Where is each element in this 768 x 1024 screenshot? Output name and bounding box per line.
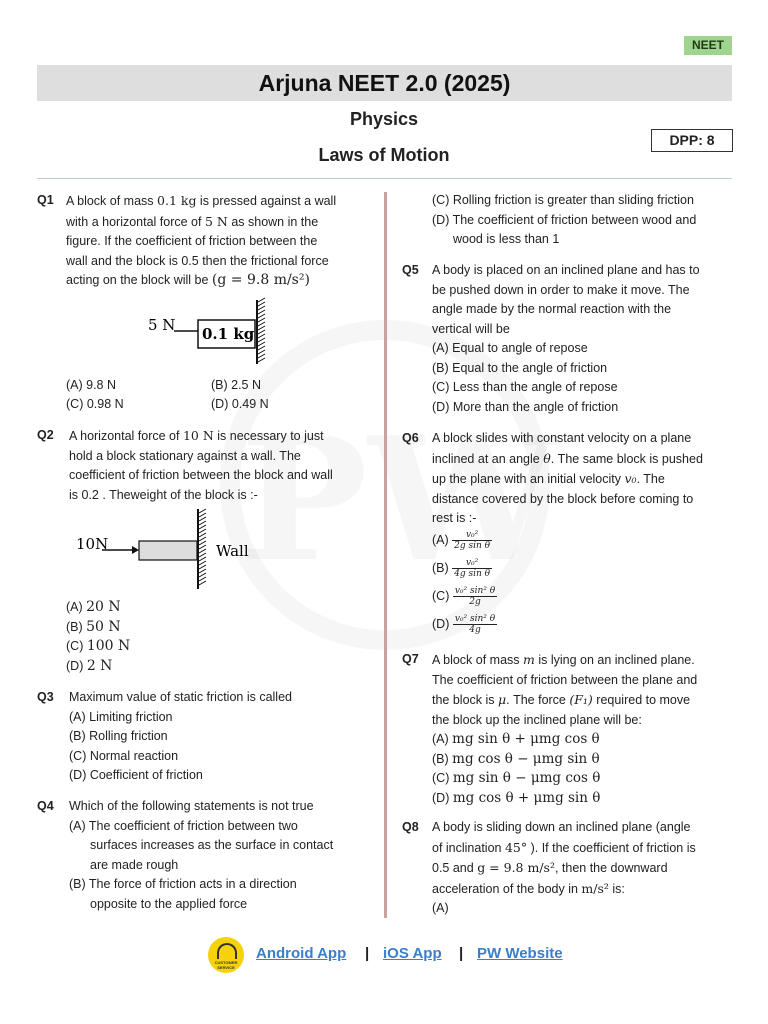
page-title: Arjuna NEET 2.0 (2025) (37, 65, 732, 101)
q3-text: Maximum value of static friction is called (A) Limiting friction (B) Rolling friction (C) Normal reaction (D) Coefficient of friction (69, 688, 292, 786)
q2-option-b[interactable]: (B) 50 N (66, 618, 121, 635)
q4-text: Which of the following statements is not true (A) The coefficient of friction between two surfaces increases as the surface in contact are made rough (B) The force of friction acts in a direction opposite to the applied force (69, 799, 334, 911)
svg-text:0.1 kg: 0.1 kg (202, 325, 255, 343)
customer-service-icon: CUSTOMER SERVICE (208, 937, 244, 973)
q8-option-a[interactable]: (A) (432, 901, 449, 915)
q1-option-d[interactable]: (D) 0.49 N (211, 397, 269, 411)
q4-option-a[interactable]: (A) The coefficient of friction between two (69, 818, 298, 833)
q6-number: Q6 (402, 431, 419, 445)
q6-options (432, 526, 497, 638)
q2-text: A horizontal force of 10 N is necessary to just hold a block stationary against a wall. The coefficient of friction between the block and wall is 0.2 . Theweight of the block is :- (69, 428, 333, 502)
svg-text:Wall: Wall (216, 542, 249, 560)
q5-option-c[interactable]: (C) Less than the angle of repose (432, 380, 618, 394)
q4-option-b[interactable]: (B) The force of friction acts in a direction (69, 877, 297, 891)
q5-text: A body is placed on an inclined plane and has to be pushed down in order to make it move. The angle made by the normal reaction with the vertical will be (A) Equal to angle of repose (B) Equal to the angle of friction (C) Less than the angle of repose (D) More than the angle of friction (432, 261, 700, 417)
q4-option-d[interactable]: (D) The coefficient of friction between wood and (432, 212, 697, 227)
svg-text:5 N: 5 N (148, 316, 176, 334)
dpp-label: DPP: 8 (651, 129, 733, 152)
q7-option-b[interactable]: (B) mg cos θ − μmg sin θ (432, 750, 600, 767)
subject-heading: Physics (349, 109, 419, 129)
q3-option-c[interactable]: (C) Normal reaction (69, 748, 179, 763)
q1-option-b[interactable]: (B) 2.5 N (211, 378, 262, 392)
q5-option-a[interactable]: (A) Equal to angle of repose (432, 341, 588, 355)
footer-separator: | (365, 945, 370, 962)
q6-option-b[interactable]: (B) $\frac{\text{v₀²}}{\text{4g sin θ}}$ (432, 558, 491, 580)
chapter-heading: Laws of Motion (318, 145, 450, 165)
exam-badge: NEET (684, 36, 732, 55)
q1-figure (140, 296, 280, 368)
q3-number: Q3 (37, 690, 54, 704)
q5-option-b[interactable]: (B) Equal to the angle of friction (432, 360, 608, 375)
column-divider (384, 192, 387, 918)
q1-text: A block of mass 0.1 kg is pressed against a wall with a horizontal force of 5 N as shown in the figure. If the coefficient of friction between the wall and the block is 0.5 then the frictional force acting on the block will be (g = 9.8 m/s²) (66, 193, 337, 288)
q8-text: A body is sliding down an inclined plane (angle of inclination 45° ). If the coefficient of friction is 0.5 and g = 9.8 m/s², then the downward acceleration of the body in m/s² is: (A) (432, 818, 696, 919)
q6-option-d[interactable]: (D) $\frac{\text{v₀² sin² θ}}{4g}$ (432, 614, 496, 636)
q2-figure (70, 507, 260, 591)
q7-option-d[interactable]: (D) mg cos θ + μmg sin θ (432, 789, 601, 806)
android-app-link[interactable]: Android App (256, 945, 347, 962)
header-divider (37, 178, 732, 179)
footer-separator: | (459, 945, 464, 962)
q2-option-c[interactable]: (C) 100 N (66, 638, 131, 654)
q7-option-c[interactable]: (C) mg sin θ − μmg cos θ (432, 770, 601, 786)
footer (0, 937, 768, 973)
ios-app-link[interactable]: iOS App (383, 945, 442, 962)
q7-text: A block of mass m is lying on an inclined plane. The coefficient of friction between the plane and the block is μ. The force (F₁) required to move the block up the inclined plane will be: (A) mg sin θ + μmg cos θ (B) mg cos θ − μmg sin θ (C) mg sin θ − μmg cos θ (D) mg cos θ + μmg sin θ (432, 650, 697, 808)
q6-text: A block slides with constant velocity on a plane inclined at an angle θ. The same block is pushed up the plane with an initial velocity v₀. The distance covered by the block before coming to rest is :- (432, 431, 703, 525)
q6-option-c[interactable]: (C) $\frac{\text{v₀² sin² θ}}{2g}$ (432, 586, 496, 608)
q1-option-c[interactable]: (C) 0.98 N (66, 397, 124, 411)
q4-continued: (C) Rolling friction is greater than sliding friction (D) The coefficient of friction between wood and wood is less than 1 (432, 193, 697, 246)
q7-number: Q7 (402, 652, 419, 666)
q1-number: Q1 (37, 193, 54, 207)
q5-number: Q5 (402, 263, 419, 277)
q4-option-c[interactable]: (C) Rolling friction is greater than sliding friction (432, 193, 694, 207)
q3-option-a[interactable]: (A) Limiting friction (69, 709, 173, 724)
q3-option-d[interactable]: (D) Coefficient of friction (69, 768, 203, 782)
q2-option-d[interactable]: (D) 2 N (66, 657, 113, 674)
q3-option-b[interactable]: (B) Rolling friction (69, 729, 168, 743)
q7-option-a[interactable]: (A) mg sin θ + μmg cos θ (432, 731, 600, 747)
svg-text:10N: 10N (76, 535, 109, 553)
q5-option-d[interactable]: (D) More than the angle of friction (432, 399, 619, 414)
q1-option-a[interactable]: (A) 9.8 N (66, 378, 117, 392)
pw-website-link[interactable]: PW Website (477, 945, 563, 962)
q2-option-a[interactable]: (A) 20 N (66, 599, 121, 615)
q8-number: Q8 (402, 820, 419, 834)
q2-number: Q2 (37, 428, 54, 442)
q6-option-a[interactable]: (A) $\frac{\text{v₀²}}{\text{2g sin θ}}$ (432, 530, 491, 552)
q2-options (66, 598, 130, 676)
q4-number: Q4 (37, 799, 54, 813)
